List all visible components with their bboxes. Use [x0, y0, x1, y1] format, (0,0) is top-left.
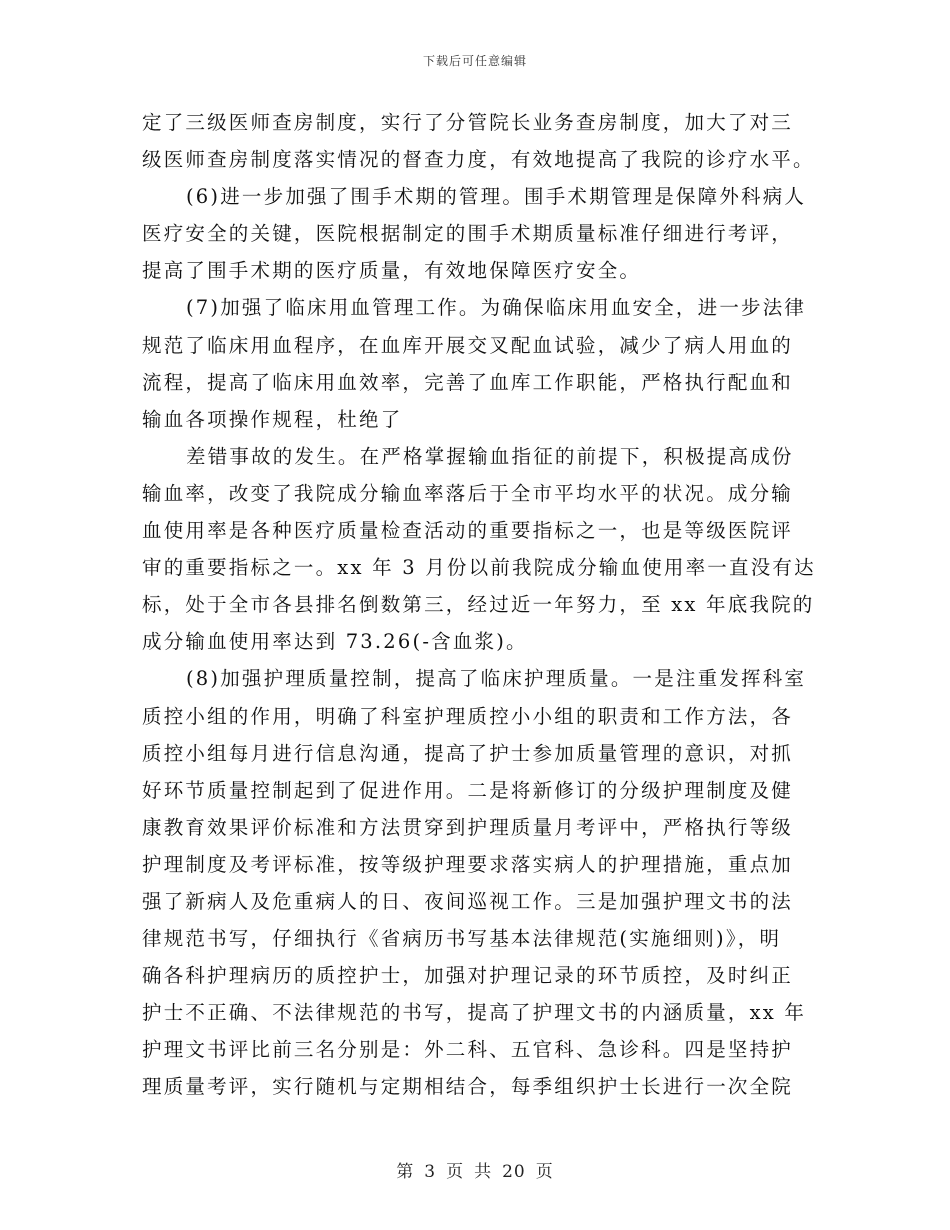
text-line: 护理文书评比前三名分别是：外二科、五官科、急诊科。四是坚持护: [142, 1038, 794, 1062]
text-line: 成分输血使用率达到 73.26(-含血浆)。: [142, 630, 528, 654]
paragraph-start-line: (7)加强了临床用血管理工作。为确保临床用血安全，进一步法律: [186, 296, 807, 320]
text-line: 强了新病人及危重病人的日、夜间巡视工作。三是加强护理文书的法: [142, 889, 794, 913]
page-current: 3: [424, 1162, 437, 1182]
document-body: [142, 104, 816, 1106]
text-line: 康教育效果评价标准和方法贯穿到护理质量月考评中，严格执行等级: [142, 815, 794, 839]
text-line: 好环节质量控制起到了促进作用。二是将新修订的分级护理制度及健: [142, 778, 794, 802]
page-header: 下载后可任意编辑: [422, 54, 527, 68]
text-line: 质控小组的作用，明确了科室护理质控小小组的职责和工作方法，各: [142, 704, 794, 728]
paragraph-start-line: (8)加强护理质量控制，提高了临床护理质量。一是注重发挥科室: [186, 667, 807, 691]
text-line: 血使用率是各种医疗质量检查活动的重要指标之一，也是等级医院评: [142, 519, 794, 543]
text-line: 输血各项操作规程，杜绝了: [142, 407, 403, 431]
text-line: 护士不正确、不法律规范的书写，提高了护理文书的内涵质量，xx 年: [142, 1001, 807, 1025]
text-line: 质控小组每月进行信息沟通，提高了护士参加质量管理的意识，对抓: [142, 741, 794, 765]
text-line: 理质量考评，实行随机与定期相结合，每季组织护士长进行一次全院: [142, 1075, 794, 1099]
text-line: 医疗安全的关键，医院根据制定的围手术期质量标准仔细进行考评，: [142, 222, 794, 246]
text-line: 定了三级医师查房制度，实行了分管院长业务查房制度，加大了对三: [142, 111, 794, 134]
text-line: 确各科护理病历的质控护士，加强对护理记录的环节质控，及时纠正: [142, 964, 794, 988]
text-line: 输血率，改变了我院成分输血率落后于全市平均水平的状况。成分输: [142, 481, 794, 505]
text-line: 律规范书写，仔细执行《省病历书写基本法律规范(实施细则)》，明: [142, 927, 782, 951]
page-unit: 页: [446, 1162, 465, 1182]
page-total: 20: [502, 1162, 526, 1182]
paragraph-start-line: (6)进一步加强了围手术期的管理。围手术期管理是保障外科病人: [186, 185, 807, 209]
page-label: 第: [396, 1162, 415, 1182]
text-line: 标，处于全市各县排名倒数第三，经过近一年努力，至 xx 年底我院的: [142, 593, 815, 617]
total-label: 共: [474, 1162, 493, 1182]
text-line: 提高了围手术期的医疗质量，有效地保障医疗安全。: [142, 259, 642, 283]
text-line: 级医师查房制度落实情况的督查力度，有效地提高了我院的诊疗水平。: [142, 148, 815, 172]
total-unit: 页: [535, 1162, 554, 1182]
text-line: 护理制度及考评标准，按等级护理要求落实病人的护理措施，重点加: [142, 852, 794, 876]
text-line: 流程，提高了临床用血效率，完善了血库工作职能，严格执行配血和: [142, 370, 794, 394]
text-line: 审的重要指标之一。xx 年 3 月份以前我院成分输血使用率一直没有达: [142, 556, 816, 580]
paragraph-start-line: 差错事故的发生。在严格掌握输血指征的前提下，积极提高成份: [186, 444, 794, 468]
page-footer: [0, 1157, 950, 1182]
text-line: 规范了临床用血程序，在血库开展交叉配血试验，减少了病人用血的: [142, 333, 794, 357]
